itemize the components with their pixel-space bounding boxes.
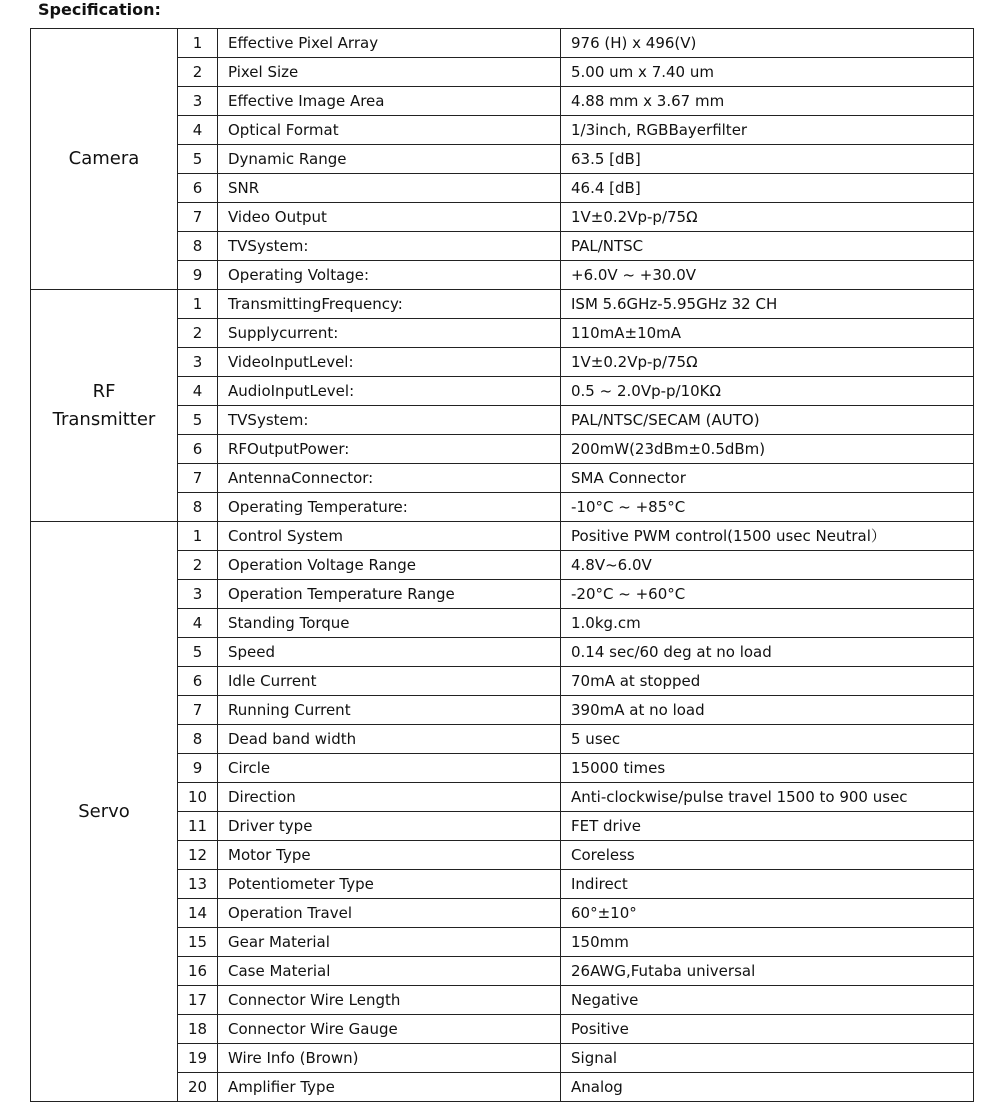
row-number: 3 [178,348,218,377]
parameter-name: Speed [218,638,561,667]
parameter-name: Operating Temperature: [218,493,561,522]
parameter-name: Idle Current [218,667,561,696]
parameter-value: 4.8V~6.0V [561,551,974,580]
parameter-name: Connector Wire Gauge [218,1015,561,1044]
row-number: 4 [178,377,218,406]
parameter-name: Motor Type [218,841,561,870]
parameter-value: 1/3inch, RGBBayerfilter [561,116,974,145]
parameter-name: SNR [218,174,561,203]
parameter-value: 5 usec [561,725,974,754]
row-number: 5 [178,145,218,174]
specification-table-body [31,29,974,1102]
parameter-name: Effective Image Area [218,87,561,116]
parameter-value: -20°C ~ +60°C [561,580,974,609]
parameter-name: Operation Voltage Range [218,551,561,580]
row-number: 6 [178,174,218,203]
parameter-name: Dynamic Range [218,145,561,174]
parameter-name: AntennaConnector: [218,464,561,493]
parameter-name: Potentiometer Type [218,870,561,899]
parameter-value: Signal [561,1044,974,1073]
parameter-value: 1V±0.2Vp-p/75Ω [561,348,974,377]
page-title: Specification: [38,0,161,19]
parameter-value: PAL/NTSC/SECAM (AUTO) [561,406,974,435]
parameter-value: +6.0V ~ +30.0V [561,261,974,290]
parameter-value: -10°C ~ +85°C [561,493,974,522]
parameter-name: TVSystem: [218,232,561,261]
parameter-value: Analog [561,1073,974,1102]
section-name-cell [31,290,178,522]
spec-row [31,290,974,319]
parameter-name: Gear Material [218,928,561,957]
parameter-value: 0.5 ~ 2.0Vp-p/10KΩ [561,377,974,406]
row-number: 4 [178,116,218,145]
row-number: 10 [178,783,218,812]
row-number: 8 [178,493,218,522]
parameter-name: Operation Temperature Range [218,580,561,609]
row-number: 15 [178,928,218,957]
parameter-name: Connector Wire Length [218,986,561,1015]
parameter-name: TransmittingFrequency: [218,290,561,319]
row-number: 1 [178,29,218,58]
row-number: 4 [178,609,218,638]
parameter-value: Positive PWM control(1500 usec Neutral） [561,522,974,551]
row-number: 7 [178,464,218,493]
parameter-name: Standing Torque [218,609,561,638]
parameter-name: Supplycurrent: [218,319,561,348]
parameter-value: 46.4 [dB] [561,174,974,203]
parameter-value: Positive [561,1015,974,1044]
parameter-value: 1.0kg.cm [561,609,974,638]
parameter-value: Indirect [561,870,974,899]
parameter-name: Operating Voltage: [218,261,561,290]
row-number: 9 [178,261,218,290]
parameter-value: 0.14 sec/60 deg at no load [561,638,974,667]
section-name-line: Camera [68,148,140,169]
parameter-value: 150mm [561,928,974,957]
row-number: 5 [178,638,218,667]
row-number: 8 [178,725,218,754]
row-number: 7 [178,203,218,232]
parameter-value: Negative [561,986,974,1015]
parameter-name: VideoInputLevel: [218,348,561,377]
parameter-value: 390mA at no load [561,696,974,725]
spec-row [31,522,974,551]
row-number: 6 [178,667,218,696]
parameter-value: FET drive [561,812,974,841]
row-number: 14 [178,899,218,928]
row-number: 3 [178,87,218,116]
specification-table [30,28,974,1102]
row-number: 1 [178,290,218,319]
parameter-value: 110mA±10mA [561,319,974,348]
row-number: 2 [178,58,218,87]
parameter-name: TVSystem: [218,406,561,435]
parameter-value: 26AWG,Futaba universal [561,957,974,986]
row-number: 13 [178,870,218,899]
row-number: 7 [178,696,218,725]
parameter-name: Video Output [218,203,561,232]
parameter-name: Amplifier Type [218,1073,561,1102]
parameter-name: Operation Travel [218,899,561,928]
parameter-value: 1V±0.2Vp-p/75Ω [561,203,974,232]
parameter-value: 200mW(23dBm±0.5dBm) [561,435,974,464]
parameter-name: Circle [218,754,561,783]
row-number: 2 [178,319,218,348]
parameter-value: 4.88 mm x 3.67 mm [561,87,974,116]
row-number: 5 [178,406,218,435]
row-number: 9 [178,754,218,783]
row-number: 11 [178,812,218,841]
row-number: 6 [178,435,218,464]
parameter-value: Anti-clockwise/pulse travel 1500 to 900 usec [561,783,974,812]
parameter-name: Running Current [218,696,561,725]
parameter-name: Case Material [218,957,561,986]
parameter-value: 60°±10° [561,899,974,928]
parameter-name: Control System [218,522,561,551]
parameter-name: Dead band width [218,725,561,754]
row-number: 1 [178,522,218,551]
parameter-value: PAL/NTSC [561,232,974,261]
parameter-value: 70mA at stopped [561,667,974,696]
parameter-value: ISM 5.6GHz-5.95GHz 32 CH [561,290,974,319]
row-number: 16 [178,957,218,986]
parameter-name: Optical Format [218,116,561,145]
row-number: 3 [178,580,218,609]
parameter-value: Coreless [561,841,974,870]
parameter-name: Wire Info (Brown) [218,1044,561,1073]
section-name-cell [31,522,178,1102]
section-name-cell [31,29,178,290]
parameter-value: SMA Connector [561,464,974,493]
parameter-name: Effective Pixel Array [218,29,561,58]
parameter-value: 15000 times [561,754,974,783]
row-number: 17 [178,986,218,1015]
row-number: 12 [178,841,218,870]
row-number: 20 [178,1073,218,1102]
spec-row [31,29,974,58]
row-number: 2 [178,551,218,580]
parameter-name: Driver type [218,812,561,841]
parameter-value: 63.5 [dB] [561,145,974,174]
parameter-value: 5.00 um x 7.40 um [561,58,974,87]
section-name-line: Servo [78,800,130,822]
parameter-name: AudioInputLevel: [218,377,561,406]
row-number: 19 [178,1044,218,1073]
parameter-name: Direction [218,783,561,812]
parameter-name: Pixel Size [218,58,561,87]
section-name-line: Transmitter [52,408,156,430]
parameter-value: 976 (H) x 496(V) [561,29,974,58]
section-name-line: RF [92,380,116,402]
parameter-name: RFOutputPower: [218,435,561,464]
row-number: 18 [178,1015,218,1044]
row-number: 8 [178,232,218,261]
